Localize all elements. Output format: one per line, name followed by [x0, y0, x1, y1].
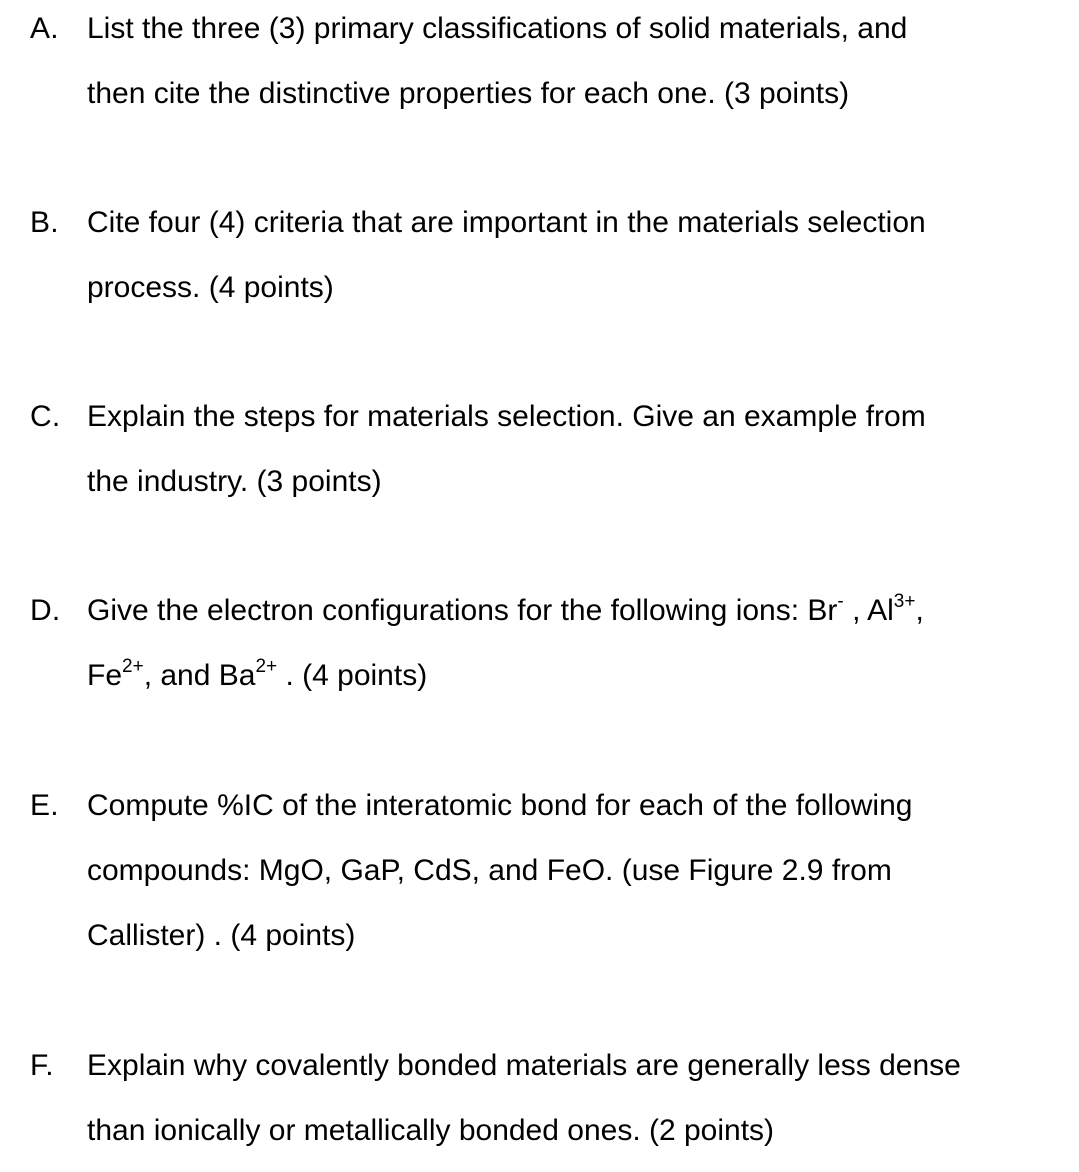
question-letter: F.: [30, 1049, 54, 1082]
question-line: Cite four (4) criteria that are important in the materials selection: [87, 206, 926, 239]
question-line: Compute %IC of the interatomic bond for each of the following: [87, 789, 913, 822]
question-text: [87, 578, 1059, 708]
question-text: [87, 190, 1059, 320]
question-letter: B.: [30, 206, 59, 239]
question-line: then cite the distinctive properties for each one. (3 points): [87, 77, 850, 110]
charge-superscript: -: [837, 591, 844, 612]
charge-superscript: 2+: [122, 656, 144, 677]
question-line: [87, 643, 1059, 708]
ion-text: ,: [915, 594, 924, 627]
question-letter: E.: [30, 789, 59, 822]
ion-text: , and Ba: [143, 659, 256, 692]
ion-text: Give the electron configurations for the following ions: Br: [87, 594, 838, 627]
question-line: Explain why covalently bonded materials are generally less dense: [87, 1049, 961, 1082]
question-text: [87, 384, 1059, 514]
ion-text: . (4 points): [277, 659, 428, 692]
question-line: process. (4 points): [87, 271, 334, 304]
question-line: List the three (3) primary classifications of solid materials, and: [87, 12, 908, 45]
question-text: [87, 1033, 1059, 1163]
question-line: the industry. (3 points): [87, 465, 382, 498]
charge-superscript: 3+: [893, 591, 916, 612]
question-line: Explain the steps for materials selection. Give an example from: [87, 400, 926, 433]
question-line: Callister) . (4 points): [87, 919, 356, 952]
charge-superscript: 2+: [255, 656, 278, 677]
ion-text: Fe: [87, 659, 123, 692]
question-line: [87, 578, 1059, 643]
question-text: [87, 0, 1059, 126]
question-line: than ionically or metallically bonded ones. (2 points): [87, 1114, 775, 1147]
question-line: compounds: MgO, GaP, CdS, and FeO. (use Figure 2.9 from: [87, 854, 892, 887]
question-text: [87, 773, 1059, 968]
question-letter: C.: [30, 400, 61, 433]
question-letter: A.: [30, 12, 59, 45]
question-letter: D.: [30, 594, 61, 627]
ion-text: , Al: [843, 594, 894, 627]
